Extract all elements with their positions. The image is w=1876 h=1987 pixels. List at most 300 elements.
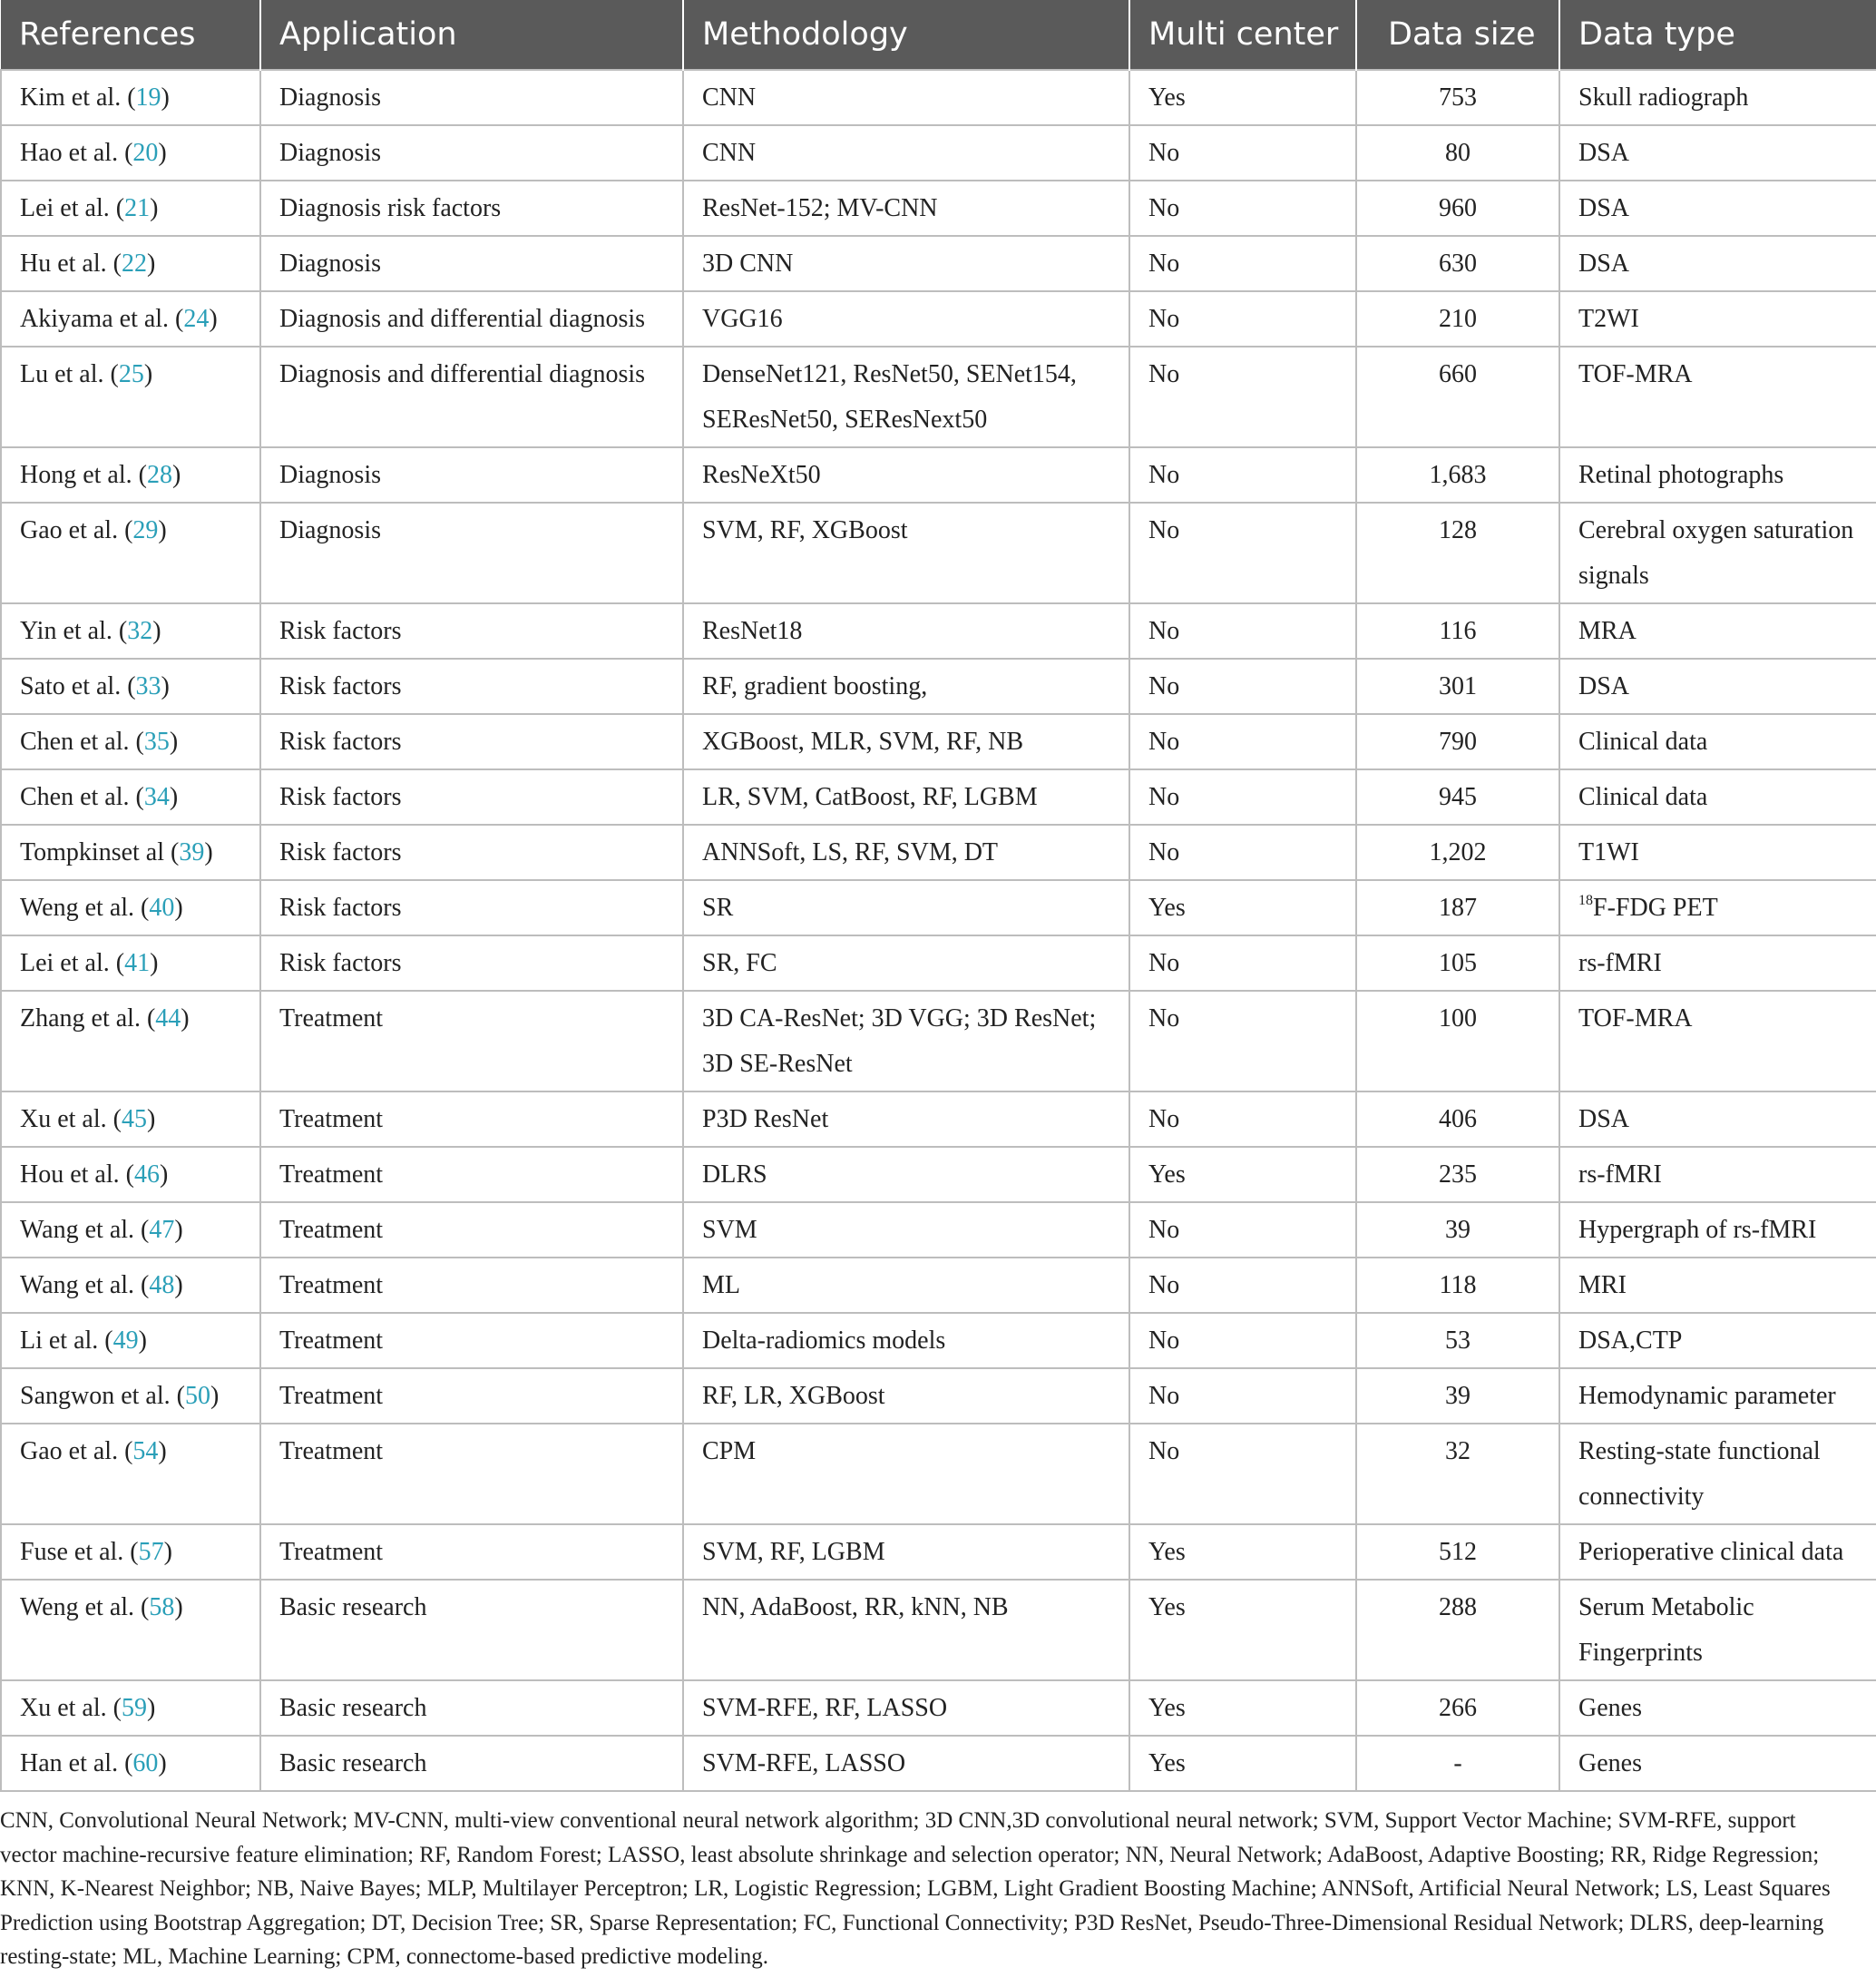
cell-data-size: 1,683 xyxy=(1356,447,1559,503)
cell-methodology: ANNSoft, LS, RF, SVM, DT xyxy=(683,825,1129,880)
reference-close: ) xyxy=(146,1105,156,1133)
table-row xyxy=(1,659,1876,714)
cell-reference xyxy=(1,991,260,1091)
cell-data-type xyxy=(1559,1313,1876,1368)
cell-data-type xyxy=(1559,1736,1876,1791)
reference-close: ) xyxy=(181,1004,190,1033)
cell-multi-center: Yes xyxy=(1129,880,1356,935)
cell-application: Diagnosis xyxy=(260,503,683,603)
data-type-text: Resting-state functional connectivity xyxy=(1578,1437,1821,1511)
cell-data-size: 128 xyxy=(1356,503,1559,603)
cell-methodology: ResNet-152; MV-CNN xyxy=(683,181,1129,236)
table-row xyxy=(1,769,1876,825)
cell-data-type xyxy=(1559,70,1876,125)
cell-methodology: SVM, RF, LGBM xyxy=(683,1524,1129,1580)
reference-link[interactable]: 41 xyxy=(124,949,151,977)
cell-application: Risk factors xyxy=(260,659,683,714)
cell-data-type xyxy=(1559,1147,1876,1202)
cell-multi-center: No xyxy=(1129,1091,1356,1147)
cell-multi-center: No xyxy=(1129,991,1356,1091)
cell-data-type xyxy=(1559,1524,1876,1580)
cell-data-type xyxy=(1559,347,1876,447)
reference-author: Gao et al. ( xyxy=(20,1437,133,1465)
cell-methodology: DLRS xyxy=(683,1147,1129,1202)
cell-application: Diagnosis risk factors xyxy=(260,181,683,236)
cell-reference xyxy=(1,70,260,125)
cell-application: Risk factors xyxy=(260,603,683,659)
cell-application: Treatment xyxy=(260,1258,683,1313)
reference-author: Han et al. ( xyxy=(20,1749,133,1777)
header-multi-center: Multi center xyxy=(1129,0,1356,70)
cell-reference xyxy=(1,769,260,825)
cell-data-type xyxy=(1559,825,1876,880)
reference-author: Akiyama et al. ( xyxy=(20,305,184,333)
cell-multi-center: No xyxy=(1129,447,1356,503)
cell-methodology: VGG16 xyxy=(683,291,1129,347)
reference-link[interactable]: 24 xyxy=(183,305,210,333)
cell-methodology: 3D CNN xyxy=(683,236,1129,291)
cell-multi-center: No xyxy=(1129,125,1356,181)
data-type-text: Hemodynamic parameter xyxy=(1578,1382,1836,1410)
table-row xyxy=(1,935,1876,991)
cell-data-size: 288 xyxy=(1356,1580,1559,1680)
cell-methodology: DenseNet121, ResNet50, SENet154, SEResNet50, SEResNext50 xyxy=(683,347,1129,447)
reference-link[interactable]: 20 xyxy=(132,139,159,167)
data-type-text: Hypergraph of rs-fMRI xyxy=(1578,1216,1817,1244)
data-type-text: DSA xyxy=(1578,672,1630,700)
cell-multi-center: No xyxy=(1129,603,1356,659)
cell-data-type xyxy=(1559,1680,1876,1736)
table-row xyxy=(1,1524,1876,1580)
data-type-text: TOF-MRA xyxy=(1578,360,1693,388)
reference-close: ) xyxy=(159,1160,169,1189)
reference-close: ) xyxy=(204,838,213,866)
data-type-text: rs-fMRI xyxy=(1578,949,1662,977)
cell-data-size: 512 xyxy=(1356,1524,1559,1580)
cell-application: Treatment xyxy=(260,1091,683,1147)
data-type-text: MRI xyxy=(1578,1271,1627,1299)
cell-reference xyxy=(1,1258,260,1313)
cell-reference xyxy=(1,935,260,991)
table-row xyxy=(1,1580,1876,1680)
reference-author: Yin et al. ( xyxy=(20,617,128,645)
cell-data-size: 660 xyxy=(1356,347,1559,447)
cell-multi-center: No xyxy=(1129,503,1356,603)
cell-data-size: 118 xyxy=(1356,1258,1559,1313)
header-methodology: Methodology xyxy=(683,0,1129,70)
cell-application: Treatment xyxy=(260,991,683,1091)
data-type-text: Clinical data xyxy=(1578,783,1708,811)
reference-close: ) xyxy=(169,783,179,811)
reference-link[interactable]: 39 xyxy=(179,838,205,866)
table-row xyxy=(1,347,1876,447)
data-type-text: DSA xyxy=(1578,1105,1630,1133)
reference-link[interactable]: 48 xyxy=(149,1271,175,1299)
reference-author: Sangwon et al. ( xyxy=(20,1382,185,1410)
cell-multi-center: No xyxy=(1129,1202,1356,1258)
cell-reference xyxy=(1,714,260,769)
reference-link[interactable]: 45 xyxy=(121,1105,147,1133)
reference-author: Weng et al. ( xyxy=(20,894,150,922)
cell-multi-center: No xyxy=(1129,935,1356,991)
data-type-text: DSA xyxy=(1578,194,1630,222)
cell-application: Diagnosis and differential diagnosis xyxy=(260,291,683,347)
table-row xyxy=(1,181,1876,236)
reference-author: Kim et al. ( xyxy=(20,83,136,112)
table-row xyxy=(1,1368,1876,1424)
cell-data-size: 53 xyxy=(1356,1313,1559,1368)
reference-close: ) xyxy=(163,1538,172,1566)
data-type-text: T2WI xyxy=(1578,305,1639,333)
cell-multi-center: Yes xyxy=(1129,1524,1356,1580)
table-row xyxy=(1,1091,1876,1147)
cell-application: Diagnosis and differential diagnosis xyxy=(260,347,683,447)
reference-author: Hong et al. ( xyxy=(20,461,147,489)
cell-application: Treatment xyxy=(260,1147,683,1202)
cell-multi-center: Yes xyxy=(1129,1580,1356,1680)
cell-application: Diagnosis xyxy=(260,125,683,181)
cell-data-size: 210 xyxy=(1356,291,1559,347)
cell-data-size: 80 xyxy=(1356,125,1559,181)
cell-multi-center: No xyxy=(1129,347,1356,447)
reference-close: ) xyxy=(158,1437,167,1465)
cell-data-size: 32 xyxy=(1356,1424,1559,1524)
reference-link[interactable]: 58 xyxy=(149,1593,175,1621)
cell-application: Risk factors xyxy=(260,714,683,769)
cell-multi-center: Yes xyxy=(1129,1147,1356,1202)
reference-author: Xu et al. ( xyxy=(20,1694,122,1722)
table-row xyxy=(1,714,1876,769)
reference-close: ) xyxy=(146,250,156,278)
cell-data-type xyxy=(1559,181,1876,236)
cell-methodology: SVM xyxy=(683,1202,1129,1258)
header-references: References xyxy=(1,0,260,70)
reference-link[interactable]: 59 xyxy=(121,1694,147,1722)
reference-link[interactable]: 32 xyxy=(127,617,153,645)
cell-application: Treatment xyxy=(260,1524,683,1580)
data-type-text: Serum Metabolic Fingerprints xyxy=(1578,1593,1754,1667)
cell-reference xyxy=(1,1147,260,1202)
cell-methodology: ResNeXt50 xyxy=(683,447,1129,503)
reference-author: Tompkinset al ( xyxy=(20,838,180,866)
cell-application: Risk factors xyxy=(260,935,683,991)
reference-author: Chen et al. ( xyxy=(20,783,144,811)
data-type-text: F-FDG PET xyxy=(1593,894,1718,922)
table-row xyxy=(1,880,1876,935)
cell-reference xyxy=(1,181,260,236)
cell-methodology: ResNet18 xyxy=(683,603,1129,659)
cell-reference xyxy=(1,291,260,347)
data-type-text: Perioperative clinical data xyxy=(1578,1538,1844,1566)
reference-close: ) xyxy=(138,1326,147,1355)
table-row xyxy=(1,1680,1876,1736)
cell-reference xyxy=(1,1524,260,1580)
reference-link[interactable]: 19 xyxy=(135,83,161,112)
header-data-size: Data size xyxy=(1356,0,1559,70)
cell-data-size: 105 xyxy=(1356,935,1559,991)
cell-reference xyxy=(1,603,260,659)
data-type-text: DSA,CTP xyxy=(1578,1326,1683,1355)
cell-methodology: SR, FC xyxy=(683,935,1129,991)
cell-multi-center: No xyxy=(1129,1368,1356,1424)
cell-multi-center: No xyxy=(1129,825,1356,880)
reference-author: Sato et al. ( xyxy=(20,672,136,700)
cell-methodology: 3D CA-ResNet; 3D VGG; 3D ResNet; 3D SE-ResNet xyxy=(683,991,1129,1091)
cell-multi-center: No xyxy=(1129,659,1356,714)
reference-author: Lu et al. ( xyxy=(20,360,119,388)
cell-methodology: RF, LR, XGBoost xyxy=(683,1368,1129,1424)
reference-author: Lei et al. ( xyxy=(20,194,125,222)
cell-reference xyxy=(1,1680,260,1736)
table-row xyxy=(1,1147,1876,1202)
table-row xyxy=(1,291,1876,347)
data-type-text: T1WI xyxy=(1578,838,1639,866)
reference-close: ) xyxy=(209,305,218,333)
cell-data-type xyxy=(1559,125,1876,181)
cell-data-size: 1,202 xyxy=(1356,825,1559,880)
table-row xyxy=(1,125,1876,181)
reference-close: ) xyxy=(174,894,183,922)
table-row xyxy=(1,991,1876,1091)
data-type-text: Skull radiograph xyxy=(1578,83,1749,112)
cell-multi-center: No xyxy=(1129,1313,1356,1368)
data-type-text: MRA xyxy=(1578,617,1637,645)
data-type-text: Retinal photographs xyxy=(1578,461,1784,489)
cell-methodology: CPM xyxy=(683,1424,1129,1524)
cell-data-size: 630 xyxy=(1356,236,1559,291)
cell-reference xyxy=(1,1424,260,1524)
cell-data-size: 39 xyxy=(1356,1368,1559,1424)
table-footnote: CNN, Convolutional Neural Network; MV-CNN, multi-view conventional neural network algorithm; 3D CNN,3D convolutional neural network; SVM, Support Vector Machine; SVM-RFE, support vector machine-recursive feature elimination; RF, Random Forest; LASSO, least absolute shrinkage and selection operator; NN, Neural Network; AdaBoost, Adaptive Boosting; RR, Ridge Regression; KNN, K-Nearest Neighbor; NB, Naive Bayes; MLP, Multilayer Perceptron; LR, Logistic Regression; LGBM, Light Gradient Boosting Machine; ANNSoft, Artificial Neural Network; LS, Least Squares Prediction using Bootstrap Aggregation; DT, Decision Tree; SR, Sparse Representation; FC, Functional Connectivity; P3D ResNet, Pseudo-Three-Dimensional Residual Network; DLRS, deep-learning resting-state; ML, Machine Learning; CPM, connectome-based predictive modeling. xyxy=(0,1808,1831,1969)
reference-link[interactable]: 35 xyxy=(143,728,170,756)
cell-data-size: 100 xyxy=(1356,991,1559,1091)
cell-data-size: 753 xyxy=(1356,70,1559,125)
table-row xyxy=(1,1736,1876,1791)
cell-data-type xyxy=(1559,714,1876,769)
reference-close: ) xyxy=(174,1271,183,1299)
cell-multi-center: No xyxy=(1129,1258,1356,1313)
reference-close: ) xyxy=(174,1593,183,1621)
reference-close: ) xyxy=(169,728,179,756)
reference-author: Zhang et al. ( xyxy=(20,1004,156,1033)
reference-link[interactable]: 46 xyxy=(133,1160,160,1189)
table-row xyxy=(1,1313,1876,1368)
reference-link[interactable]: 33 xyxy=(135,672,161,700)
reference-close: ) xyxy=(158,516,167,544)
reference-close: ) xyxy=(152,617,161,645)
cell-multi-center: Yes xyxy=(1129,70,1356,125)
header-data-type: Data type xyxy=(1559,0,1876,70)
reference-close: ) xyxy=(161,83,170,112)
table-row xyxy=(1,825,1876,880)
cell-data-type xyxy=(1559,291,1876,347)
header-row xyxy=(1,0,1876,70)
cell-data-size: 235 xyxy=(1356,1147,1559,1202)
table-row xyxy=(1,236,1876,291)
cell-data-type xyxy=(1559,447,1876,503)
cell-reference xyxy=(1,1202,260,1258)
reference-author: Wang et al. ( xyxy=(20,1216,150,1244)
reference-close: ) xyxy=(150,949,159,977)
cell-data-type xyxy=(1559,1424,1876,1524)
reference-author: Li et al. ( xyxy=(20,1326,113,1355)
cell-reference xyxy=(1,880,260,935)
cell-multi-center: No xyxy=(1129,769,1356,825)
cell-reference xyxy=(1,236,260,291)
cell-data-size: 790 xyxy=(1356,714,1559,769)
data-type-text: Clinical data xyxy=(1578,728,1708,756)
cell-methodology: LR, SVM, CatBoost, RF, LGBM xyxy=(683,769,1129,825)
cell-reference xyxy=(1,1736,260,1791)
data-type-text: Genes xyxy=(1578,1694,1642,1722)
cell-data-type xyxy=(1559,880,1876,935)
table-row xyxy=(1,1202,1876,1258)
cell-reference xyxy=(1,503,260,603)
cell-reference xyxy=(1,1091,260,1147)
cell-data-size: 945 xyxy=(1356,769,1559,825)
reference-close: ) xyxy=(171,461,181,489)
reference-link[interactable]: 44 xyxy=(155,1004,181,1033)
cell-reference xyxy=(1,825,260,880)
reference-author: Xu et al. ( xyxy=(20,1105,122,1133)
cell-data-size: 301 xyxy=(1356,659,1559,714)
reference-close: ) xyxy=(174,1216,183,1244)
cell-data-type xyxy=(1559,603,1876,659)
reference-close: ) xyxy=(158,139,167,167)
cell-methodology: SVM-RFE, RF, LASSO xyxy=(683,1680,1129,1736)
data-type-text: DSA xyxy=(1578,250,1630,278)
cell-data-size: - xyxy=(1356,1736,1559,1791)
cell-application: Treatment xyxy=(260,1313,683,1368)
reference-close: ) xyxy=(158,1749,167,1777)
cell-methodology: SVM-RFE, LASSO xyxy=(683,1736,1129,1791)
table-row xyxy=(1,447,1876,503)
cell-application: Basic research xyxy=(260,1736,683,1791)
cell-reference xyxy=(1,1580,260,1680)
cell-data-type xyxy=(1559,1580,1876,1680)
table-row xyxy=(1,1424,1876,1524)
reference-author: Chen et al. ( xyxy=(20,728,144,756)
reference-author: Hu et al. ( xyxy=(20,250,122,278)
cell-data-type xyxy=(1559,659,1876,714)
cell-data-type xyxy=(1559,1202,1876,1258)
cell-data-type xyxy=(1559,1091,1876,1147)
reference-link[interactable]: 49 xyxy=(112,1326,139,1355)
reference-link[interactable]: 40 xyxy=(149,894,175,922)
cell-application: Treatment xyxy=(260,1424,683,1524)
reference-author: Hou et al. ( xyxy=(20,1160,134,1189)
cell-data-type xyxy=(1559,1368,1876,1424)
cell-methodology: NN, AdaBoost, RR, kNN, NB xyxy=(683,1580,1129,1680)
reference-link[interactable]: 34 xyxy=(143,783,170,811)
reference-close: ) xyxy=(210,1382,220,1410)
reference-link[interactable]: 29 xyxy=(132,516,159,544)
reference-close: ) xyxy=(146,1694,156,1722)
cell-methodology: RF, gradient boosting, xyxy=(683,659,1129,714)
cell-methodology: SVM, RF, XGBoost xyxy=(683,503,1129,603)
cell-multi-center: Yes xyxy=(1129,1736,1356,1791)
data-type-text: DSA xyxy=(1578,139,1630,167)
table-row xyxy=(1,1258,1876,1313)
cell-multi-center: No xyxy=(1129,1424,1356,1524)
reference-author: Weng et al. ( xyxy=(20,1593,150,1621)
reference-author: Fuse et al. ( xyxy=(20,1538,139,1566)
cell-data-type xyxy=(1559,991,1876,1091)
data-type-text: rs-fMRI xyxy=(1578,1160,1662,1189)
cell-data-size: 406 xyxy=(1356,1091,1559,1147)
cell-multi-center: Yes xyxy=(1129,1680,1356,1736)
cell-data-type xyxy=(1559,236,1876,291)
cell-data-size: 266 xyxy=(1356,1680,1559,1736)
table-row xyxy=(1,70,1876,125)
cell-application: Diagnosis xyxy=(260,447,683,503)
reference-link[interactable]: 47 xyxy=(149,1216,175,1244)
cell-data-type xyxy=(1559,769,1876,825)
cell-methodology: SR xyxy=(683,880,1129,935)
cell-data-size: 187 xyxy=(1356,880,1559,935)
cell-application: Diagnosis xyxy=(260,236,683,291)
cell-data-size: 116 xyxy=(1356,603,1559,659)
cell-multi-center: No xyxy=(1129,181,1356,236)
reference-link[interactable]: 22 xyxy=(121,250,147,278)
data-type-text: TOF-MRA xyxy=(1578,1004,1693,1033)
reference-link[interactable]: 28 xyxy=(146,461,172,489)
cell-application: Treatment xyxy=(260,1368,683,1424)
cell-application: Diagnosis xyxy=(260,70,683,125)
cell-application: Risk factors xyxy=(260,825,683,880)
reference-link[interactable]: 54 xyxy=(132,1437,159,1465)
data-type-text: Genes xyxy=(1578,1749,1642,1777)
cell-methodology: CNN xyxy=(683,125,1129,181)
cell-data-type xyxy=(1559,935,1876,991)
cell-reference xyxy=(1,659,260,714)
cell-multi-center: No xyxy=(1129,714,1356,769)
cell-methodology: ML xyxy=(683,1258,1129,1313)
cell-data-size: 960 xyxy=(1356,181,1559,236)
cell-methodology: CNN xyxy=(683,70,1129,125)
cell-application: Risk factors xyxy=(260,769,683,825)
header-application: Application xyxy=(260,0,683,70)
table-row xyxy=(1,603,1876,659)
cell-application: Basic research xyxy=(260,1680,683,1736)
reference-author: Lei et al. ( xyxy=(20,949,125,977)
cell-reference xyxy=(1,125,260,181)
reference-link[interactable]: 50 xyxy=(184,1382,210,1410)
cell-methodology: XGBoost, MLR, SVM, RF, NB xyxy=(683,714,1129,769)
reference-close: ) xyxy=(161,672,170,700)
cell-reference xyxy=(1,447,260,503)
cell-methodology: Delta-radiomics models xyxy=(683,1313,1129,1368)
data-type-superscript: 18 xyxy=(1578,893,1593,908)
cell-reference xyxy=(1,1368,260,1424)
table-row xyxy=(1,503,1876,603)
reference-close: ) xyxy=(143,360,153,388)
cell-data-type xyxy=(1559,503,1876,603)
reference-author: Wang et al. ( xyxy=(20,1271,150,1299)
reference-author: Hao et al. ( xyxy=(20,139,133,167)
reference-link[interactable]: 60 xyxy=(132,1749,159,1777)
cell-reference xyxy=(1,1313,260,1368)
reference-link[interactable]: 21 xyxy=(124,194,151,222)
cell-multi-center: No xyxy=(1129,291,1356,347)
cell-application: Risk factors xyxy=(260,880,683,935)
cell-data-type xyxy=(1559,1258,1876,1313)
cell-multi-center: No xyxy=(1129,236,1356,291)
data-type-text: Cerebral oxygen saturation signals xyxy=(1578,516,1854,590)
cell-methodology: P3D ResNet xyxy=(683,1091,1129,1147)
reference-link[interactable]: 25 xyxy=(118,360,144,388)
reference-link[interactable]: 57 xyxy=(138,1538,164,1566)
